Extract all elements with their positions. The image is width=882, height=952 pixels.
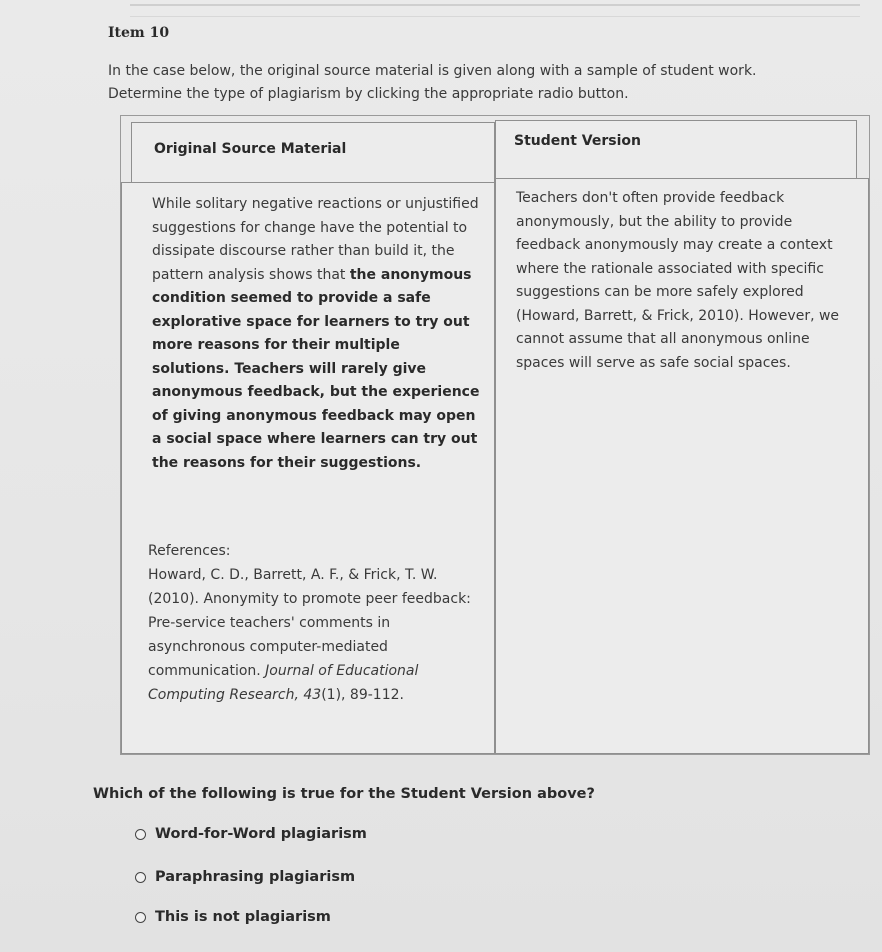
student-body-cell — [495, 178, 869, 754]
citation-text: Howard, C. D., Barrett, A. F., & Frick, T. W. (2010). Anonymity to promote peer feedback: Pre-service teachers' comments in asynchronous computer-mediated communication. — [148, 567, 471, 679]
radio-button-icon[interactable] — [135, 912, 146, 923]
student-header: Student Version — [514, 133, 641, 149]
radio-button-icon[interactable] — [135, 829, 146, 840]
original-header: Original Source Material — [154, 141, 347, 157]
instructions-line-1: In the case below, the original source material is given along with a sample of student work. — [108, 63, 757, 79]
student-header-cell — [495, 120, 857, 180]
item-title: Item 10 — [108, 25, 170, 41]
option-label: Paraphrasing plagiarism — [155, 869, 356, 885]
question-text: Which of the following is true for the Student Version above? — [93, 786, 595, 802]
references-heading: References: — [148, 543, 231, 559]
comparison-table — [120, 115, 870, 755]
citation-journal: Journal of Educational Computing Research, 43 — [148, 663, 419, 703]
original-text-plain: While solitary negative reactions or unjustified suggestions for change have the potential to dissipate discourse rather than build it, the pattern analysis shows that — [152, 196, 479, 283]
references-citation — [148, 563, 478, 707]
original-text-bold: the anonymous condition seemed to provide a safe explorative space for learners to try out more reasons for their multiple solutions. Teachers will rarely give anonymous feedback, but the experience of giving anonymous feedback may open a social space where learners can try out the reasons for their suggestions. — [152, 266, 480, 471]
option-not-plagiarism[interactable] — [135, 909, 331, 925]
option-label: This is not plagiarism — [155, 909, 331, 925]
radio-button-icon[interactable] — [135, 872, 146, 883]
option-paraphrasing[interactable] — [135, 869, 355, 885]
option-word-for-word[interactable] — [135, 826, 367, 842]
instructions — [108, 60, 848, 106]
student-text: Teachers don't often provide feedback anonymously, but the ability to provide feedback anonymously may create a context where the rationale associated with specific suggestions can be more safely explored (Howard, Barrett, & Frick, 2010). However, we cannot assume that all anonymous online spaces will serve as safe social spaces. — [516, 190, 840, 371]
references — [148, 539, 478, 707]
citation-issue: (1), — [321, 687, 346, 703]
option-label: Word-for-Word plagiarism — [155, 826, 367, 842]
top-divider — [130, 4, 860, 17]
original-header-cell — [131, 122, 495, 184]
original-body-cell — [121, 182, 495, 754]
original-text — [152, 193, 482, 475]
instructions-line-2: Determine the type of plagiarism by clicking the appropriate radio button. — [108, 86, 629, 102]
citation-pages: 89-112. — [345, 687, 404, 703]
